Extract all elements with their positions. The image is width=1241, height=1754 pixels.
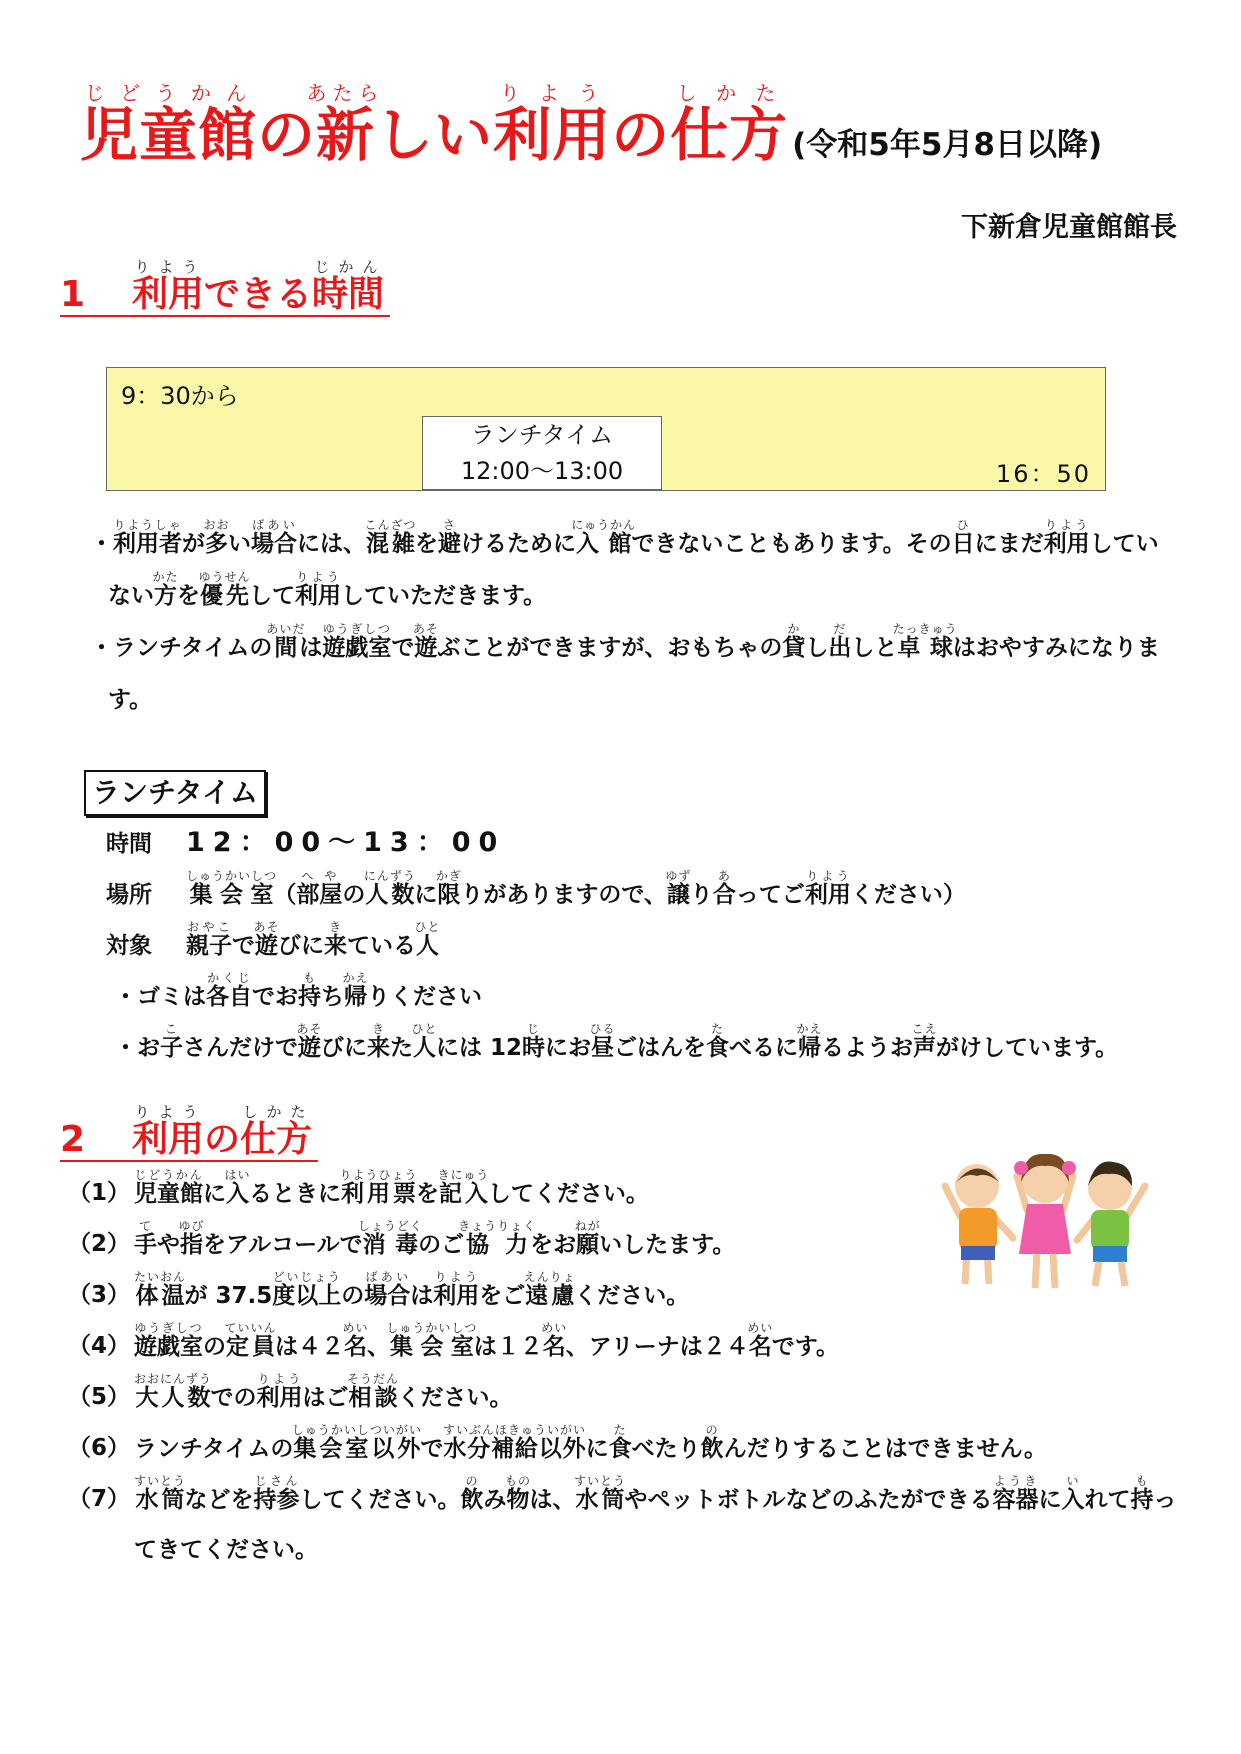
lunch-label: ランチタイム	[84, 770, 266, 816]
ruby-word: 定員ていいん	[224, 1321, 277, 1360]
ruby-word: 飲の	[700, 1423, 724, 1462]
usage-item-text: 児童館じどうかんに入はいるときに利用票りようひょうを記入きにゅうしてください。	[134, 1168, 649, 1207]
ruby-word: 帰かえ	[796, 1022, 823, 1061]
lunch-time-row	[106, 818, 1216, 869]
ruby-word: 間あいだ	[266, 622, 306, 661]
title-date: (令和5年5月8日以降)	[792, 127, 1103, 163]
ruby-word: 指ゆび	[178, 1219, 205, 1258]
ruby-word: 食た	[706, 1022, 730, 1061]
note-item: ・ランチタイムの間あいだは遊戯室ゆうぎしつで遊あそぶことができますが、おもちゃの貸かし出だしと卓球たっきゅうはおやすみになります。	[90, 622, 1160, 713]
ruby-word: 避さ	[438, 518, 462, 557]
ruby-word: 来き	[367, 1022, 390, 1061]
ruby-word: 各自かくじ	[206, 971, 252, 1010]
ruby-word: 持参じさん	[253, 1474, 300, 1513]
ruby-word: 遊あそ	[412, 622, 439, 661]
ruby-word: 利用票りようひょう	[339, 1168, 418, 1207]
ruby-word: 利用りよう	[493, 81, 612, 169]
hours-lunch-title: ランチタイム	[470, 421, 614, 449]
section-title: 利用りようできる時間じかん	[132, 258, 385, 315]
ruby-word: 時じ	[522, 1022, 546, 1061]
ruby-word: 親子おやこ	[186, 920, 232, 959]
section-heading-usage	[60, 1103, 318, 1162]
ruby-word: 利用りよう	[295, 570, 342, 609]
ruby-word: 名めい	[747, 1321, 774, 1360]
ruby-word: 集会室しゅうかいしつ	[186, 869, 278, 908]
ruby-word: 願ねが	[574, 1219, 601, 1258]
usage-item-number: （5）	[68, 1384, 131, 1410]
ruby-word: 帰かえ	[342, 971, 369, 1010]
ruby-word: 名めい	[541, 1321, 568, 1360]
ruby-word: 持も	[1130, 1474, 1154, 1513]
ruby-word: 人ひと	[414, 920, 441, 959]
ruby-word: 相談そうだん	[347, 1372, 400, 1411]
ruby-word: 遊あそ	[296, 1022, 323, 1061]
usage-item-number: （2）	[68, 1231, 131, 1257]
ruby-word: 利用者りようしゃ	[113, 518, 182, 557]
ruby-word: 新あたら	[306, 81, 385, 169]
usage-item	[68, 1423, 1188, 1474]
usage-item	[68, 1372, 1188, 1423]
ruby-word: 消毒しょうどく	[357, 1219, 423, 1258]
usage-item-number: （4）	[68, 1333, 131, 1359]
ruby-word: 遊あそ	[253, 920, 280, 959]
ruby-word: 利用りよう	[132, 1103, 205, 1160]
ruby-word: 水筒すいとう	[134, 1474, 187, 1513]
ruby-word: 場合ばあい	[364, 1270, 411, 1309]
ruby-word: 食た	[608, 1423, 632, 1462]
ruby-word: 仕方しかた	[240, 1103, 313, 1160]
notes	[90, 518, 1180, 726]
ruby-word: 入い	[1061, 1474, 1085, 1513]
ruby-word: 限かぎ	[435, 869, 462, 908]
ruby-word: 出だ	[828, 622, 852, 661]
hours-end: 16：50	[995, 460, 1091, 488]
usage-item-number: （6）	[68, 1435, 131, 1461]
usage-item-text: 大人数おおにんずうでの利用りようはご相談そうだんください。	[134, 1372, 513, 1411]
ruby-word: 大人数おおにんずう	[134, 1372, 213, 1411]
ruby-word: 集会室以外しゅうかいしついがい	[291, 1423, 422, 1462]
ruby-word: 利用りよう	[804, 869, 851, 908]
ruby-word: 協力きょうりょく	[458, 1219, 537, 1258]
ruby-word: 多おお	[203, 518, 230, 557]
ruby-word: 物もの	[505, 1474, 532, 1513]
ruby-word: 入はい	[224, 1168, 251, 1207]
ruby-word: 遠慮えんりょ	[523, 1270, 576, 1309]
usage-item-number: （1）	[68, 1180, 131, 1206]
ruby-word: 入館にゅうかん	[571, 518, 637, 557]
ruby-word: 方かた	[152, 570, 179, 609]
ruby-word: 場合ばあい	[251, 518, 297, 557]
lunch-details	[106, 818, 1216, 1073]
ruby-word: 水筒すいとう	[574, 1474, 627, 1513]
ruby-word: 譲ゆず	[665, 869, 692, 908]
hours-lunch-time: 12:00～13:00	[460, 457, 624, 485]
ruby-word: 飲の	[460, 1474, 484, 1513]
ruby-word: 容器ようき	[992, 1474, 1039, 1513]
ruby-word: 時間じかん	[312, 258, 385, 315]
ruby-word: 児童館じどうかん	[80, 81, 258, 169]
ruby-word: 遊戯室ゆうぎしつ	[134, 1321, 203, 1360]
ruby-word: 子こ	[160, 1022, 183, 1061]
lunch-place-value: 集会室しゅうかいしつ（部屋へやの人数にんずうに限かぎりがありますので、譲ゆずり合あってご利用りようください）	[186, 869, 966, 908]
lunch-target-key: 対象	[106, 933, 152, 959]
ruby-word: 優先ゆうせん	[198, 570, 251, 609]
usage-item	[68, 1321, 1188, 1372]
ruby-word: 水分補給以外すいぶんほきゅういがい	[443, 1423, 587, 1462]
usage-item	[68, 1219, 1188, 1270]
ruby-word: 人数にんずう	[363, 869, 416, 908]
ruby-word: 集会室しゅうかいしつ	[386, 1321, 478, 1360]
section-number: 2	[60, 1119, 86, 1160]
ruby-word: 利用りよう	[132, 258, 205, 315]
lunch-time-key: 時間	[106, 831, 152, 857]
lunch-time-value: 12：00～13：00	[186, 827, 506, 858]
usage-item	[68, 1168, 1188, 1219]
ruby-word: 合あ	[712, 869, 736, 908]
usage-item-text: ランチタイムの集会室以外しゅうかいしついがいで水分補給以外すいぶんほきゅういがいに食たべたり飲のんだりすることはできません。	[134, 1423, 1047, 1462]
ruby-word: 持も	[298, 971, 321, 1010]
ruby-word: 来き	[324, 920, 347, 959]
ruby-word: 体温たいおん	[134, 1270, 187, 1309]
ruby-word: 部屋へや	[296, 869, 343, 908]
ruby-word: 度以上どいじょう	[272, 1270, 342, 1309]
ruby-word: 昼ひる	[589, 1022, 616, 1061]
ruby-word: 名めい	[342, 1321, 369, 1360]
note-item: ・利用者りようしゃが多おおい場合ばあいには、混雑こんざつを避さけるために入館にゅうかんできないこともあります。その日ひにまだ利用りようしていない方かたを優先ゆうせんして利用りようしていただきます。	[90, 518, 1159, 609]
usage-item-text: 体温たいおんが 37.5度以上どいじょうの場合ばあいは利用りようをご遠慮えんりょください。	[134, 1270, 690, 1309]
lunch-target-row	[106, 920, 1216, 971]
ruby-word: 混雑こんざつ	[364, 518, 417, 557]
usage-item-number: （3）	[68, 1282, 131, 1308]
usage-item-text: 水筒すいとうなどを持参じさんしてください。飲のみ物ものは、水筒すいとうやペットボトルなどのふたができる容器ようきに入いれて持もってきてください。	[134, 1474, 1177, 1563]
ruby-word: 遊戯室ゆうぎしつ	[322, 622, 392, 661]
section-number: 1	[60, 274, 86, 315]
ruby-word: 声こえ	[911, 1022, 938, 1061]
hours-start: 9：30から	[121, 382, 239, 410]
lunch-bullet: ・お子こさんだけで遊あそびに来きた人ひとには 12時じにお昼ひるごはんを食たべるに帰かえるようお声こえがけしています。	[114, 1022, 1119, 1061]
section-heading-hours	[60, 258, 390, 317]
lunch-place-key: 場所	[106, 882, 152, 908]
ruby-word: 卓球たっきゅう	[892, 622, 958, 661]
usage-item	[68, 1270, 1188, 1321]
usage-item	[68, 1474, 1188, 1575]
usage-item-text: 手てや指ゆびをアルコールで消毒しょうどくのご協力きょうりょくをお願ねがいしたます。	[134, 1219, 736, 1258]
ruby-word: 利用りよう	[433, 1270, 480, 1309]
ruby-word: 記入きにゅう	[437, 1168, 490, 1207]
page-title: 児童館じどうかんの新あたらしい利用りようの仕方しかた	[80, 81, 789, 169]
ruby-word: 人ひと	[411, 1022, 438, 1061]
ruby-word: 利用りよう	[1043, 518, 1090, 557]
ruby-word: 手て	[134, 1219, 157, 1258]
hours-lunch-block	[422, 416, 662, 490]
ruby-word: 仕方しかた	[670, 81, 789, 169]
title-row	[80, 82, 1102, 172]
usage-item-number: （7）	[68, 1486, 131, 1512]
ruby-word: 児童館じどうかん	[134, 1168, 203, 1207]
lunch-place-row	[106, 869, 1216, 920]
ruby-word: 貸か	[782, 622, 806, 661]
usage-item-text: 遊戯室ゆうぎしつの定員ていいんは４２名めい、集会室しゅうかいしつは１２名めい、アリーナは２４名めいです。	[134, 1321, 839, 1360]
usage-list	[68, 1168, 1188, 1575]
author: 下新倉児童館館長	[961, 212, 1177, 243]
lunch-target-value: 親子おやこで遊あそびに来きている人ひと	[186, 920, 441, 959]
ruby-word: 利用りよう	[256, 1372, 303, 1411]
lunch-bullet: ・ゴミは各自かくじでお持もち帰かえりください	[114, 971, 482, 1010]
ruby-word: 日ひ	[951, 518, 975, 557]
section-title: 利用りようの仕方しかた	[132, 1103, 313, 1160]
hours-timeline	[106, 367, 1106, 491]
